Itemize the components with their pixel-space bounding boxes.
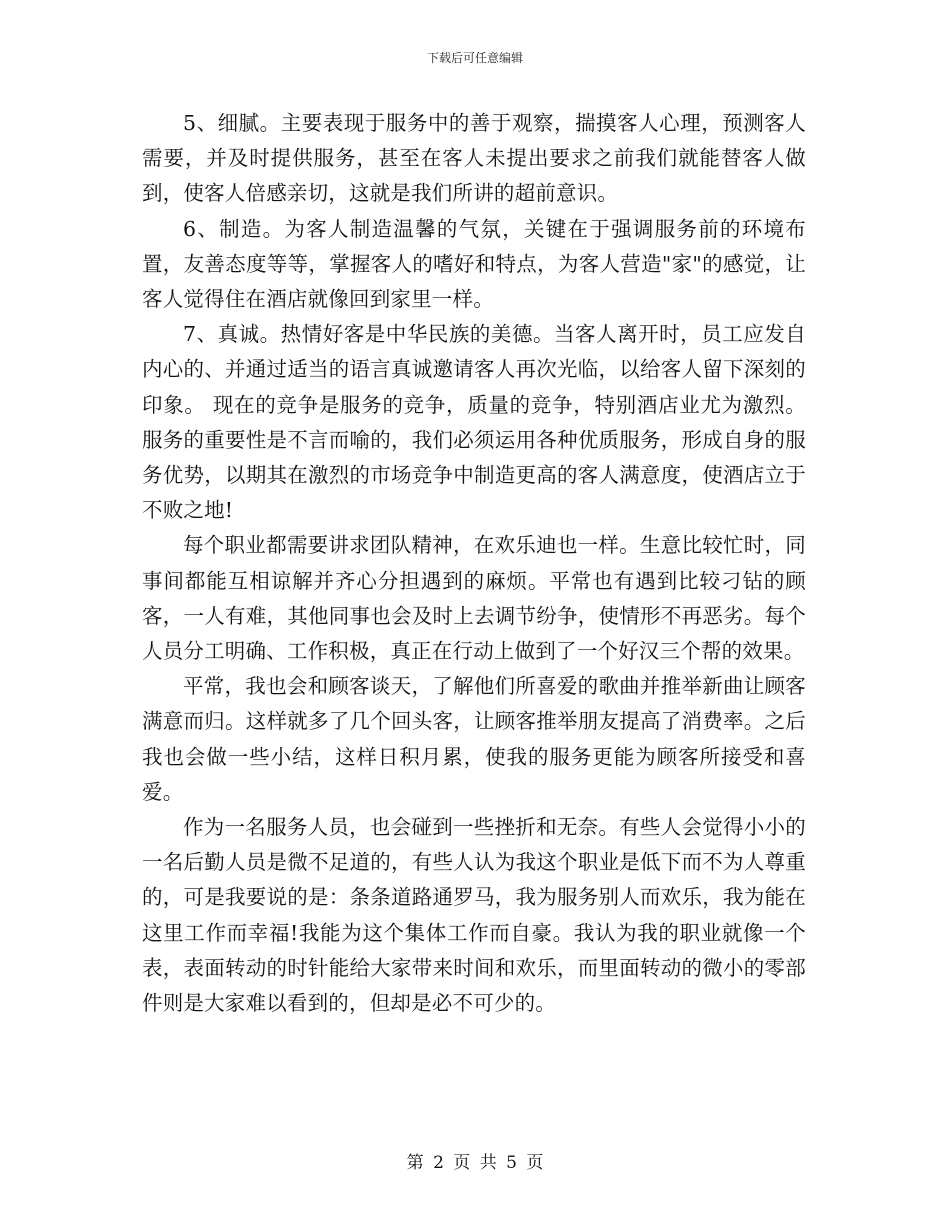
page-header: 下载后可任意编辑 (426, 51, 523, 65)
paragraph-6-create-atmosphere: 6、制造。为客人制造温馨的气氛，关键在于强调服务前的环境布置，友善态度等等，掌握客人的嗜好和特点，为客人营造"家"的感觉，让客人觉得住在酒店就像回到家里一样。 (142, 216, 806, 312)
paragraph-service-pride: 作为一名服务人员，也会碰到一些挫折和无奈。有些人会觉得小小的一名后勤人员是微不足道的，有些人认为我这个职业是低下而不为人尊重的，可是我要说的是：条条道路通罗马，我为服务别人而欢乐，我为能在这里工作而幸福!我能为这个集体工作而自豪。我认为我的职业就像一个表，表面转动的时针能给大家带来时间和欢乐，而里面转动的微小的零部件则是大家难以看到的，但却是必不可少的。 (142, 815, 806, 1016)
paragraph-customer-chat: 平常，我也会和顾客谈天，了解他们所喜爱的歌曲并推举新曲让顾客满意而归。这样就多了几个回头客，让顾客推举朋友提高了消费率。之后我也会做一些小结，这样日积月累，使我的服务更能为顾客所接受和喜爱。 (142, 674, 806, 804)
paragraph-teamwork: 每个职业都需要讲求团队精神，在欢乐迪也一样。生意比较忙时，同事间都能互相谅解并齐心分担遇到的麻烦。平常也有遇到比较刁钻的顾客，一人有难，其他同事也会及时上去调节纷争，使情形不再恶劣。每个人员分工明确、工作积极，真正在行动上做到了一个好汉三个帮的效果。 (142, 533, 806, 664)
paragraph-7-sincerity: 7、真诚。热情好客是中华民族的美德。当客人离开时，员工应发自内心的、并通过适当的语言真诚邀请客人再次光临，以给客人留下深刻的印象。 现在的竞争是服务的竞争，质量的竞争，特别酒店业尤为激烈。服务的重要性是不言而喻的，我们必须运用各种优质服务，形成自身的服务优势，以期其在激烈的市场竞争中制造更高的客人满意度，使酒店立于不败之地! (142, 322, 806, 523)
document-body (142, 106, 806, 1021)
paragraph-5-meticulous: 5、细腻。主要表现于服务中的善于观察，揣摸客人心理，预测客人需要，并及时提供服务，甚至在客人未提出要求之前我们就能替客人做到，使客人倍感亲切，这就是我们所讲的超前意识。 (142, 111, 806, 206)
page-number-footer: 第 2 页 共 5 页 (406, 1153, 544, 1173)
